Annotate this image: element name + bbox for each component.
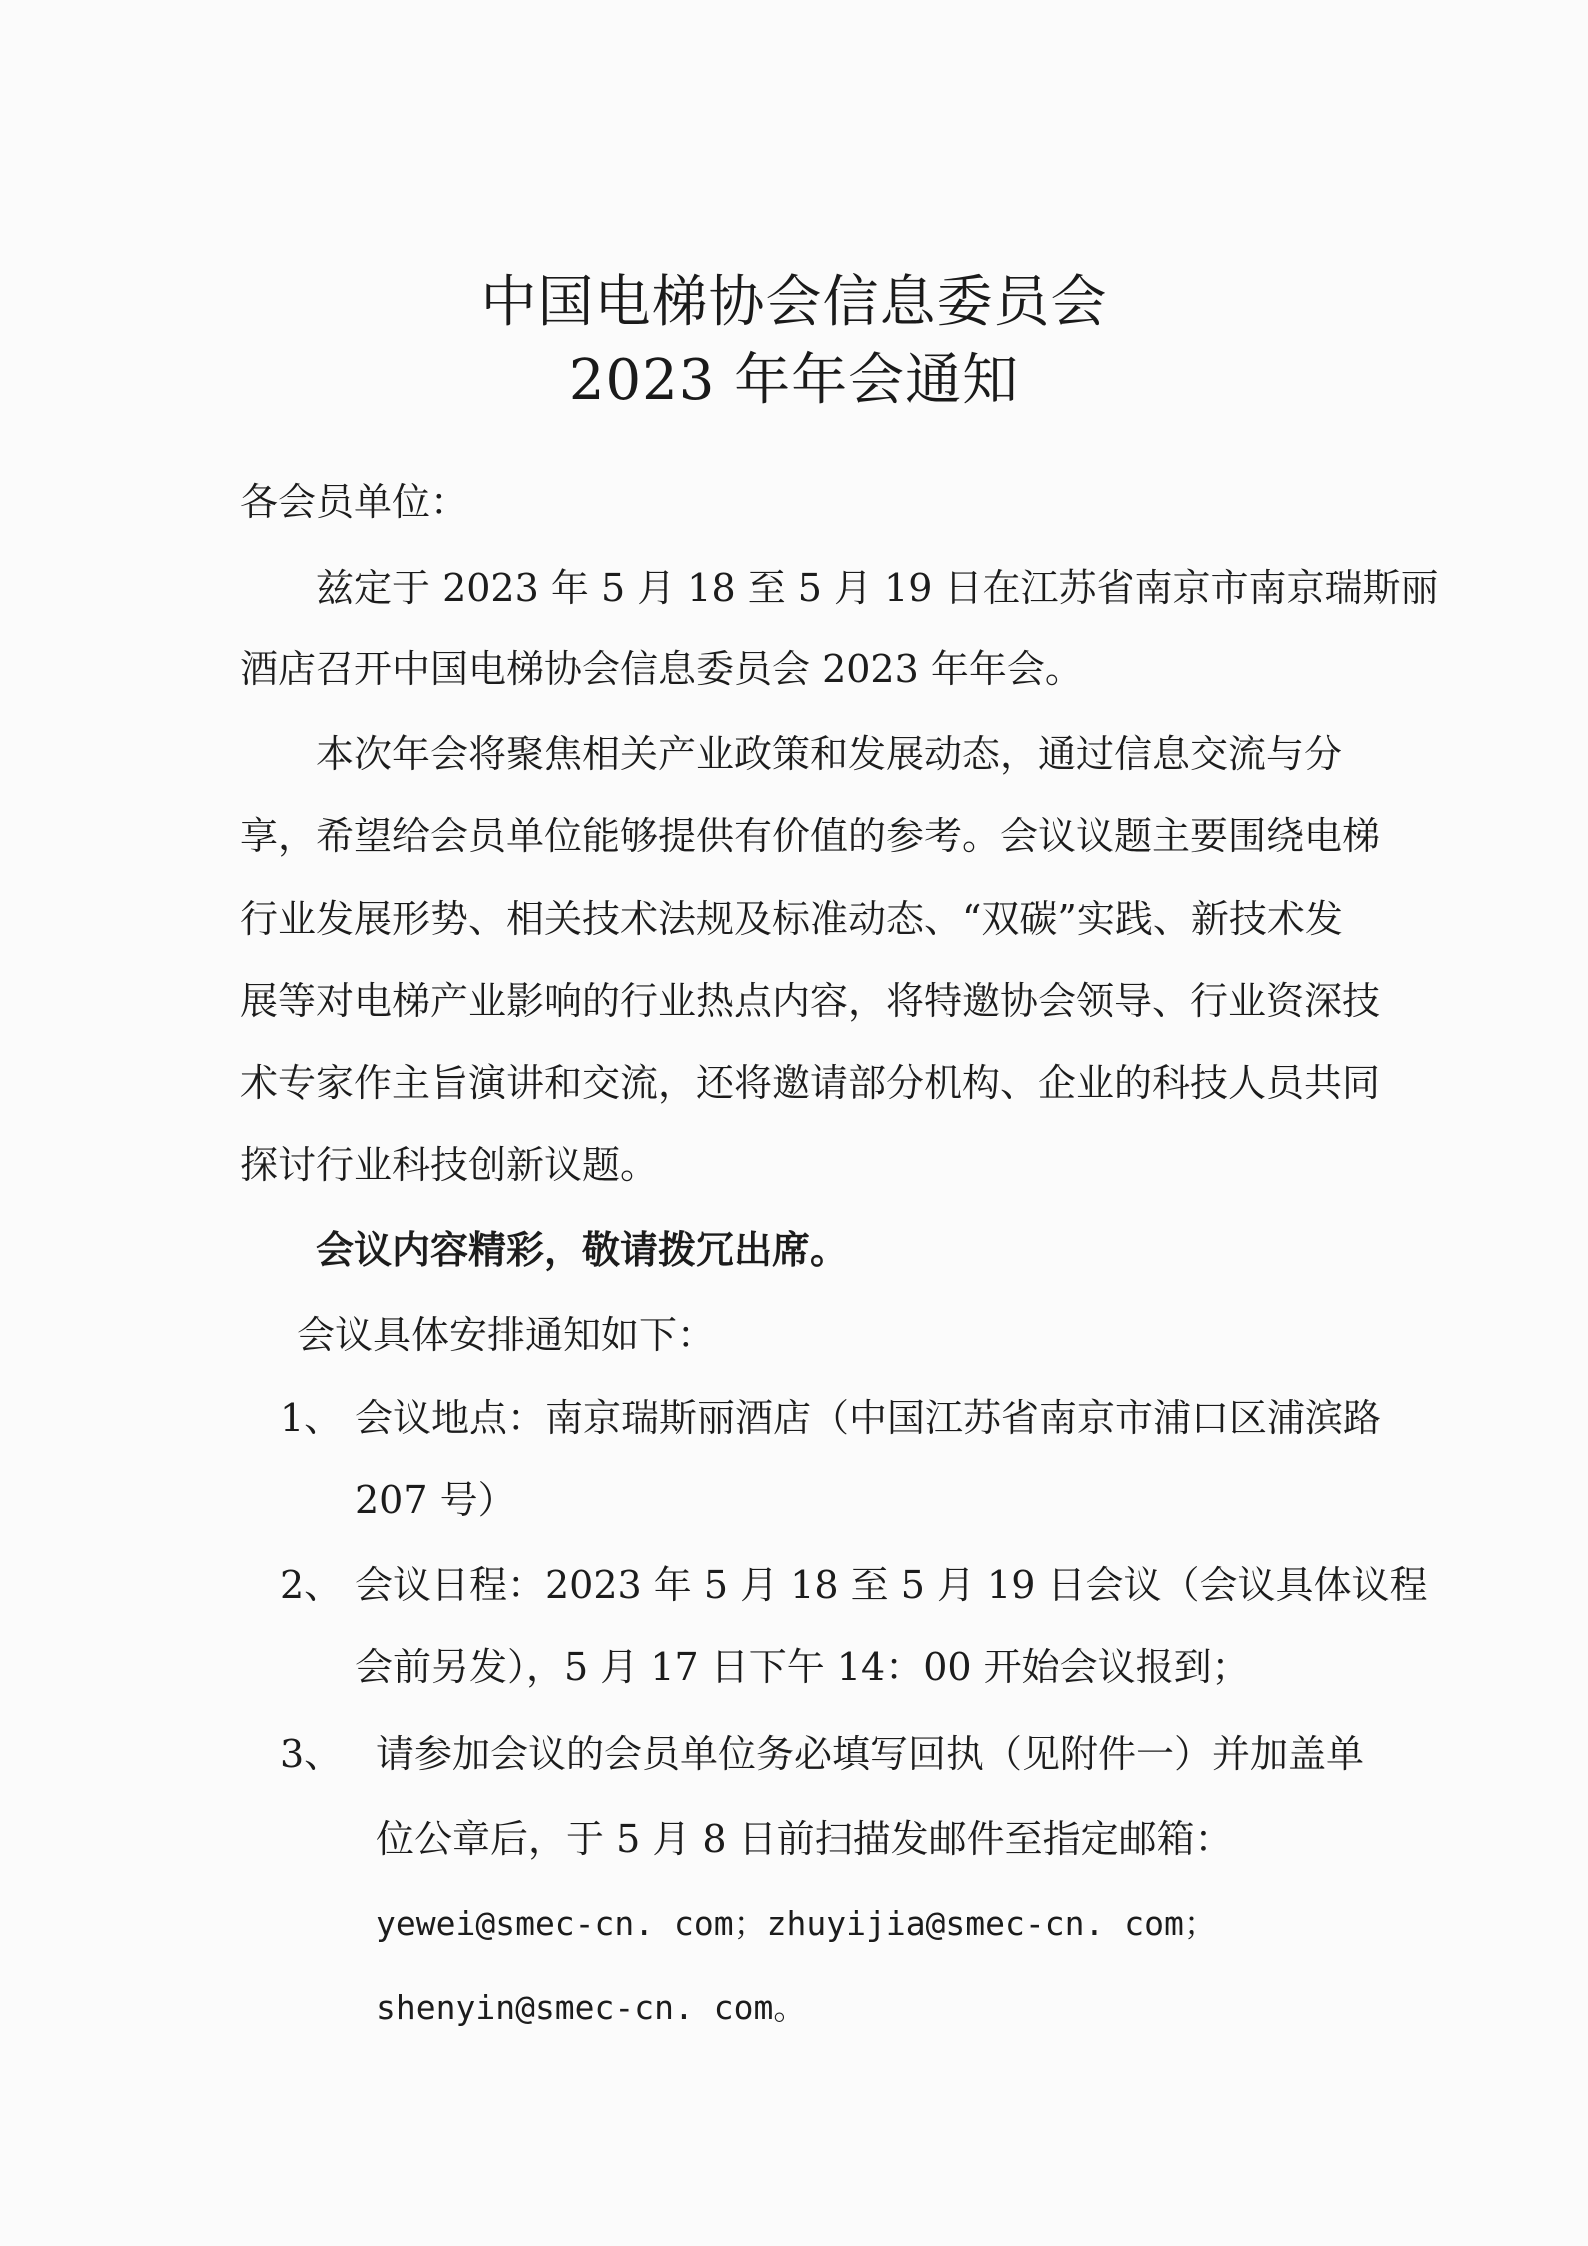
para2-line5: 术专家作主旨演讲和交流，还将邀请部分机构、企业的科技人员共同: [240, 1061, 1381, 1105]
item3-number: 3、: [280, 1732, 343, 1776]
item1-line1: 会议地点：南京瑞斯丽酒店（中国江苏省南京市浦口区浦滨路: [355, 1396, 1382, 1440]
item2-line1: 会议日程：2023 年 5 月 18 至 5 月 19 日会议（会议具体议程: [355, 1563, 1428, 1607]
document-title-line1: 中国电梯协会信息委员会: [480, 270, 1108, 335]
item3-emails-line1: yewei@smec-cn. com；zhuyijia@smec-cn. com；: [376, 1904, 1217, 1943]
para1-line1: 兹定于 2023 年 5 月 18 至 5 月 19 日在江苏省南京市南京瑞斯丽: [316, 566, 1439, 610]
item3-emails-line2: shenyin@smec-cn. com。: [376, 1988, 807, 2027]
invite-text: 会议内容精彩，敬请拨冗出席。: [316, 1227, 849, 1272]
para1-line2: 酒店召开中国电梯协会信息委员会 2023 年年会。: [240, 647, 1083, 691]
para2-line4: 展等对电梯产业影响的行业热点内容，将特邀协会领导、行业资深技: [240, 979, 1381, 1023]
item3-line2: 位公章后，于 5 月 8 日前扫描发邮件至指定邮箱：: [376, 1817, 1233, 1861]
para2-line3: 行业发展形势、相关技术法规及标准动态、“双碳”实践、新技术发: [240, 897, 1343, 941]
document-title-line2: 2023 年年会通知: [568, 348, 1020, 413]
item1-number: 1、: [280, 1396, 343, 1440]
para2-line2: 享，希望给会员单位能够提供有价值的参考。会议议题主要围绕电梯: [240, 814, 1381, 858]
para2-line1: 本次年会将聚焦相关产业政策和发展动态，通过信息交流与分: [316, 732, 1343, 776]
item2-number: 2、: [280, 1563, 343, 1607]
arrangement-intro: 会议具体安排通知如下：: [297, 1313, 716, 1357]
para2-line6: 探讨行业科技创新议题。: [240, 1143, 659, 1187]
item2-line2: 会前另发），5 月 17 日下午 14：00 开始会议报到；: [355, 1645, 1250, 1689]
item1-line2: 207 号）: [355, 1478, 516, 1522]
salutation: 各会员单位：: [240, 480, 469, 524]
item3-line1: 请参加会议的会员单位务必填写回执（见附件一）并加盖单: [376, 1732, 1365, 1776]
